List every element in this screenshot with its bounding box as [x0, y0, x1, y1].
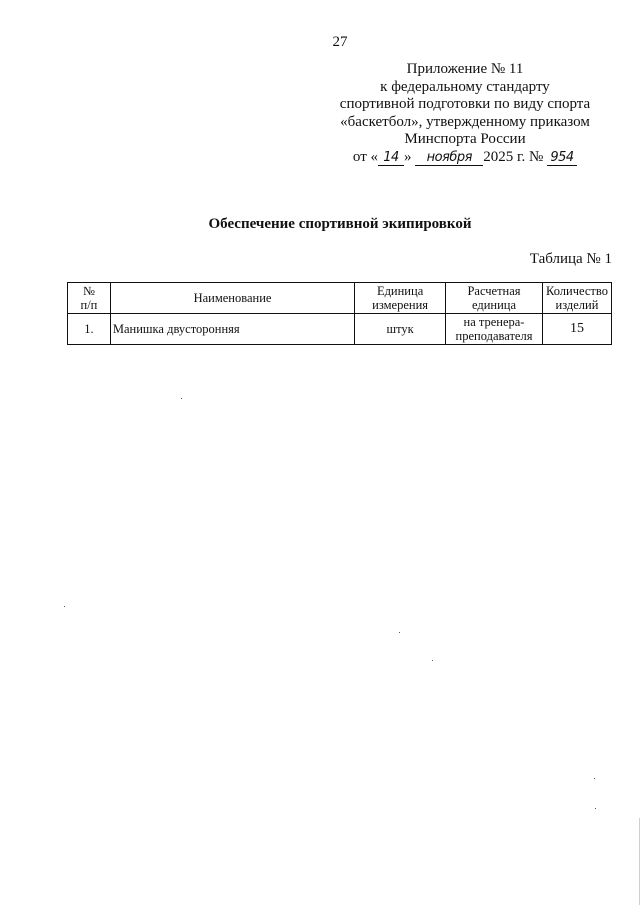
date-mid: »: [404, 148, 412, 165]
appendix-date-line: [320, 149, 610, 167]
cell-num: 1.: [68, 314, 111, 345]
cell-calc-line-1: на тренера-: [463, 315, 525, 329]
date-prefix: от «: [352, 148, 379, 165]
cell-name: Манишка двусторонняя: [110, 314, 354, 345]
appendix-line-2: к федеральному стандарту: [380, 78, 550, 95]
cell-qty: 15: [542, 314, 611, 345]
appendix-line-3: спортивной подготовки по виду спорта: [339, 96, 591, 112]
equipment-table: [67, 282, 612, 345]
table-row: [68, 314, 612, 345]
handwritten-day: 14: [378, 151, 404, 166]
scan-speck: [594, 778, 595, 779]
appendix-line-1: Приложение № 11: [406, 61, 524, 77]
cell-calc: [446, 314, 543, 345]
scan-speck: [64, 606, 65, 607]
handwritten-month: ноября: [415, 151, 483, 166]
header-calc-line-1: Расчетная: [467, 284, 521, 298]
appendix-block: [320, 61, 610, 166]
header-calc: [446, 283, 543, 314]
header-num-line-1: №: [82, 284, 95, 298]
scan-speck: [432, 660, 433, 661]
date-year: 2025 г. №: [483, 148, 544, 165]
document-title: Обеспечение спортивной экипировкой: [208, 216, 472, 232]
cell-calc-line-2: преподавателя: [455, 329, 533, 343]
header-qty-line-1: Количество: [546, 284, 608, 298]
handwritten-order-number: 954: [547, 151, 577, 166]
header-name: Наименование: [110, 283, 354, 314]
cell-unit: штук: [355, 314, 446, 345]
header-unit-line-1: Единица: [376, 284, 424, 298]
header-unit-line-2: измерения: [372, 298, 429, 312]
header-num-line-2: п/п: [80, 298, 98, 312]
scan-speck: [595, 808, 596, 809]
scan-speck: [181, 398, 182, 399]
appendix-line-4: «баскетбол», утвержденному приказом: [340, 113, 590, 130]
header-qty: [542, 283, 611, 314]
appendix-line-5: Минспорта России: [404, 131, 526, 147]
header-calc-line-2: единица: [471, 298, 517, 312]
table-label: Таблица № 1: [529, 251, 612, 267]
table-header-row: [68, 283, 612, 314]
header-num: [68, 283, 111, 314]
scan-speck: [399, 632, 400, 633]
header-qty-line-2: изделий: [555, 298, 599, 312]
header-unit: [355, 283, 446, 314]
page-number: 27: [332, 34, 348, 50]
